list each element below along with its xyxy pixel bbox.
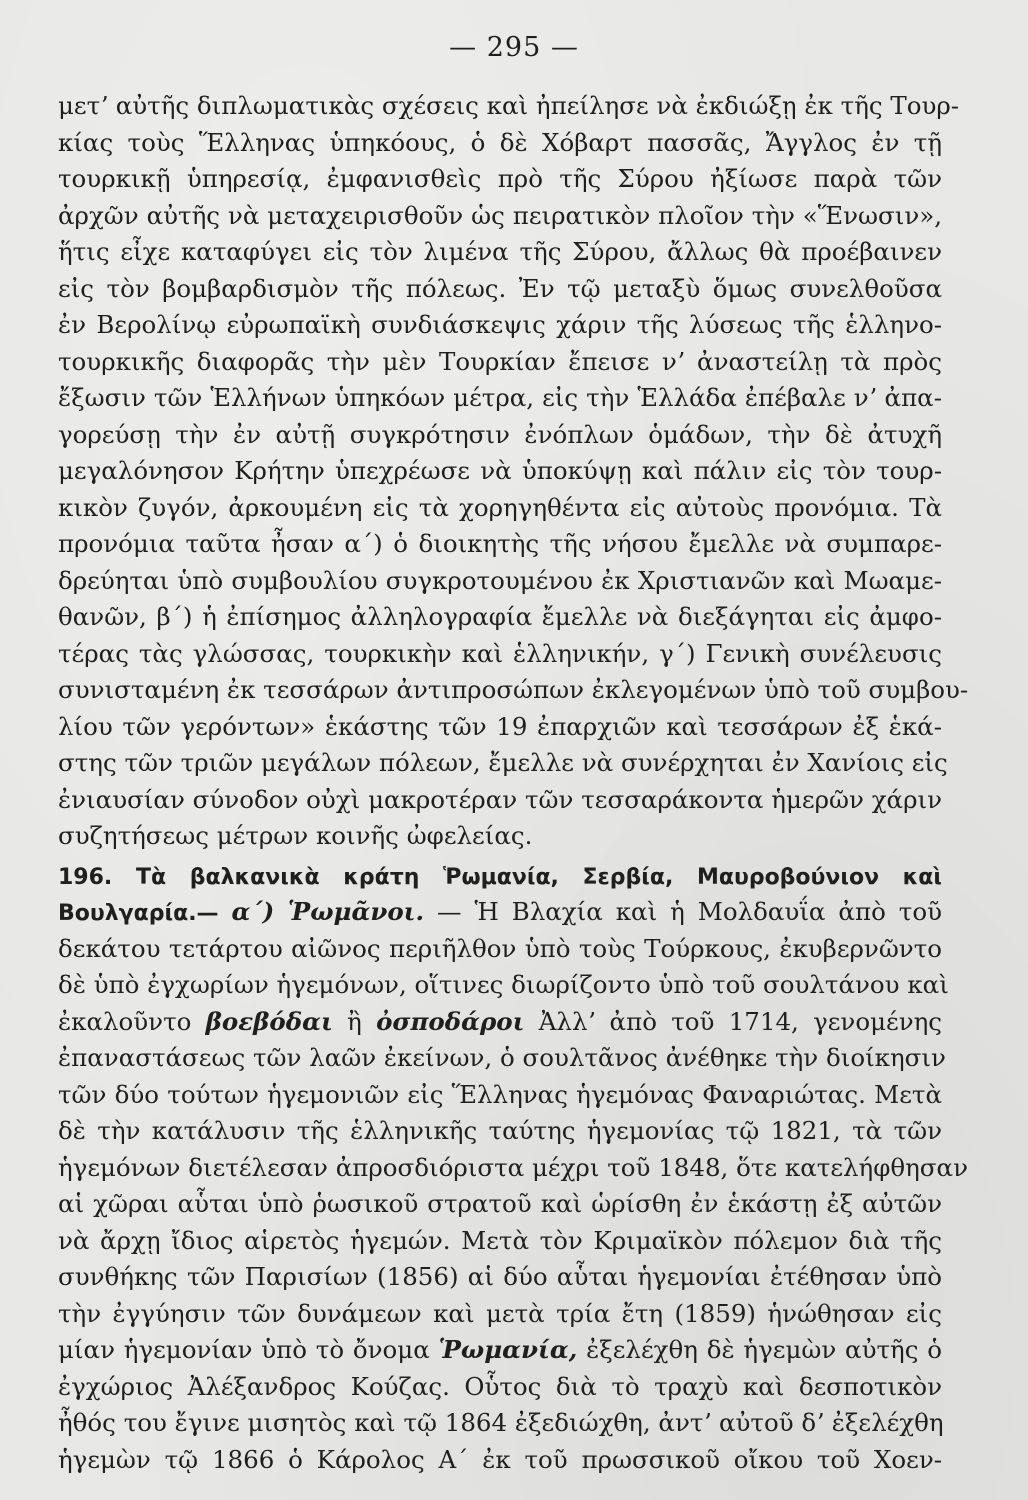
text-line: τέρας τὰς γλώσσας, τουρκικὴν καὶ ἑλληνικήν, γ΄) Γενικὴ συνέλευσις <box>58 638 942 668</box>
text-line: τουρκικῆς διαφορᾶς τὴν μὲν Τουρκίαν ἔπεισε νʼ ἀναστείλῃ τὰ πρὸς <box>58 346 942 376</box>
text-line: εἰς τὸν βομβαρδισμὸν τῆς πόλεως. Ἐν τῷ μεταξὺ ὅμως συνελθοῦσα <box>58 273 942 303</box>
text-line: κίας τοὺς Ἕλληνας ὑπηκόους, ὁ δὲ Χόβαρτ πασσᾶς, Ἄγγλος ἐν τῇ <box>58 127 942 157</box>
text-line: στης τῶν τριῶν μεγάλων πόλεων, ἔμελλε νὰ συνέρχηται ἐν Χανίοις εἰς <box>58 748 948 777</box>
text-line: ἀρχῶν αὐτῆς νὰ μεταχειρισθοῦν ὡς πειρατικὸν πλοῖον τὴν «Ἕνωσιν», <box>58 200 942 230</box>
section-title-continued: Βουλγαρία.— <box>58 901 219 926</box>
text-line: μετʼ αὐτῆς διπλωματικὰς σχέσεις καὶ ἠπείλησε νὰ ἐκδιώξῃ ἐκ τῆς Τουρ- <box>58 91 960 120</box>
text-line: κικὸν ζυγόν, ἀρκουμένη εἰς τὰ χορηγηθέντα εἰς αὐτοὺς προνόμια. Τὰ <box>58 492 942 522</box>
text-line: ἐν Βερολίνῳ εὐρωπαϊκὴ συνδιάσκεψις χάριν τῆς λύσεως τῆς ἑλληνο- <box>58 310 942 339</box>
text-line: ἔξωσιν τῶν Ἑλλήνων ὑπηκόων μέτρα, εἰς τὴν Ἑλλάδα ἐπέβαλε νʼ ἀπα- <box>58 383 942 412</box>
text-line: δὲ ὑπὸ ἐγχωρίων ἡγεμόνων, οἵτινες διωρίζοντο ὑπὸ τοῦ σουλτάνου καὶ <box>58 970 949 999</box>
text-fragment: Ἀλλʼ ἀπὸ τοῦ 1714, γενομένης <box>538 1006 942 1036</box>
term-voevodai: βοεβόδαι <box>205 1006 333 1036</box>
page-number: — 295 — <box>449 32 579 63</box>
text-line: δρεύηται ὑπὸ συμβουλίου συγκροτουμένου ἐκ Χριστιανῶν καὶ Μωαμε- <box>58 565 942 595</box>
text-line: ἡγεμόνων διετέλεσαν ἀπροσδιόριστα μέχρι τοῦ 1848, ὅτε κατελήφθησαν <box>58 1152 968 1182</box>
text-line <box>58 1332 942 1369</box>
body-text <box>58 88 969 1478</box>
text-line: δεκάτου τετάρτου αἰῶνος περιῆλθον ὑπὸ τοὺς Τούρκους, ἐκυβερνῶντο <box>58 933 942 963</box>
text-line: γορεύσῃ τὴν ἐν αὐτῇ συγκρότησιν ἐνόπλων ὁμάδων, τὴν δὲ ἀτυχῆ <box>58 419 942 449</box>
text-line: αἱ χῶραι αὗται ὑπὸ ῥωσικοῦ στρατοῦ καὶ ὡρίσθη ἐν ἑκάστῃ ἐξ αὐτῶν <box>58 1189 942 1218</box>
text-fragment: ἐξελέχθη δὲ ἡγεμὼν αὐτῆς ὁ <box>586 1335 943 1364</box>
text-line: λίου τῶν γερόντων» ἑκάστης τῶν 19 ἐπαρχιῶν καὶ τεσσάρων ἐξ ἑκά- <box>58 711 942 741</box>
text-line: δὲ τὴν κατάλυσιν τῆς ἑλληνικῆς ταύτης ἡγεμονίας τῷ 1821, τὰ τῶν <box>58 1116 942 1145</box>
text-line: συζητήσεως μέτρων κοινῆς ὠφελείας. <box>58 821 533 850</box>
text-line: ἡγεμὼν τῷ 1866 ὁ Κάρολος Α΄ ἐκ τοῦ πρωσσικοῦ οἴκου τοῦ Χοεν- <box>58 1444 942 1474</box>
text-line: τὴν ἐγγύησιν τῶν δυνάμεων καὶ μετὰ τρία ἔτη (1859) ἡνώθησαν εἰς <box>58 1298 942 1328</box>
text-line: ἦθός του ἔγινε μισητὸς καὶ τῷ 1864 ἐξεδιώχθη, ἀντʼ αὐτοῦ δʼ ἐξελέχθη <box>58 1408 944 1437</box>
text-line <box>58 894 942 931</box>
text-fragment: ἢ <box>347 1006 362 1036</box>
section-heading <box>58 858 942 895</box>
text-line: ἐπαναστάσεως τῶν λαῶν ἐκείνων, ὁ σουλτᾶνος ἀνέθηκε τὴν διοίκησιν <box>58 1043 946 1072</box>
text-fragment: ἐκαλοῦντο <box>58 1006 192 1036</box>
term-romania: Ῥωμανία, <box>438 1335 578 1364</box>
text-line: τῶν δύο τούτων ἡγεμονιῶν εἰς Ἕλληνας ἡγεμόνας Φαναριώτας. Μετὰ <box>58 1079 942 1109</box>
text-line: συνισταμένη ἐκ τεσσάρων ἀντιπροσώπων ἐκλεγομένων ὑπὸ τοῦ συμβου- <box>58 675 969 704</box>
section-first-line: — Ἡ Βλαχία καὶ ἡ Μολδαυΐα ἀπὸ τοῦ <box>437 897 942 926</box>
text-line: προνόμια ταῦτα ἦσαν α΄) ὁ διοικητὴς τῆς νήσου ἔμελλε νὰ συμπαρε- <box>58 529 942 558</box>
text-line: νὰ ἄρχῃ ἴδιος αἱρετὸς ἡγεμών. Μετὰ τὸν Κριμαϊκὸν πόλεμον διὰ τῆς <box>58 1225 942 1255</box>
text-line: ἐγχώριος Ἀλέξανδρος Κούζας. Οὗτος διὰ τὸ τραχὺ καὶ δεσποτικὸν <box>58 1371 942 1401</box>
term-ospodaroi: ὀσποδάροι <box>376 1006 525 1036</box>
text-line: θανῶν, β΄) ἡ ἐπίσημος ἀλληλογραφία ἔμελλε νὰ διεξάγηται εἰς ἀμφο- <box>58 602 942 631</box>
text-line: τουρκικῇ ὑπηρεσίᾳ, ἐμφανισθεὶς πρὸ τῆς Σύρου ἠξίωσε παρὰ τῶν <box>58 164 942 193</box>
text-line <box>58 1004 942 1041</box>
section-title: Τὰ βαλκανικὰ κράτη Ῥωμανία, Σερβία, Μαυροβούνιον καὶ <box>136 864 942 890</box>
text-line: ἥτις εἶχε καταφύγει εἰς τὸν λιμένα τῆς Σύρου, ἄλλως θὰ προέβαινεν <box>58 237 942 266</box>
section-number: 196. <box>58 864 113 890</box>
text-line: συνθήκης τῶν Παρισίων (1856) αἱ δύο αὗται ἡγεμονίαι ἐτέθησαν ὑπὸ <box>58 1262 942 1291</box>
text-fragment: μίαν ἡγεμονίαν ὑπὸ τὸ ὄνομα <box>58 1335 430 1364</box>
text-line: ἐνιαυσίαν σύνοδον οὐχὶ μακροτέραν τῶν τεσσαράκοντα ἡμερῶν χάριν <box>58 784 942 814</box>
text-line: μεγαλόνησον Κρήτην ὑπεχρέωσε νὰ ὑποκύψῃ καὶ πάλιν εἰς τὸν τουρ- <box>58 456 942 485</box>
section-subtitle: α΄) Ῥωμᾶνοι. <box>231 897 425 926</box>
